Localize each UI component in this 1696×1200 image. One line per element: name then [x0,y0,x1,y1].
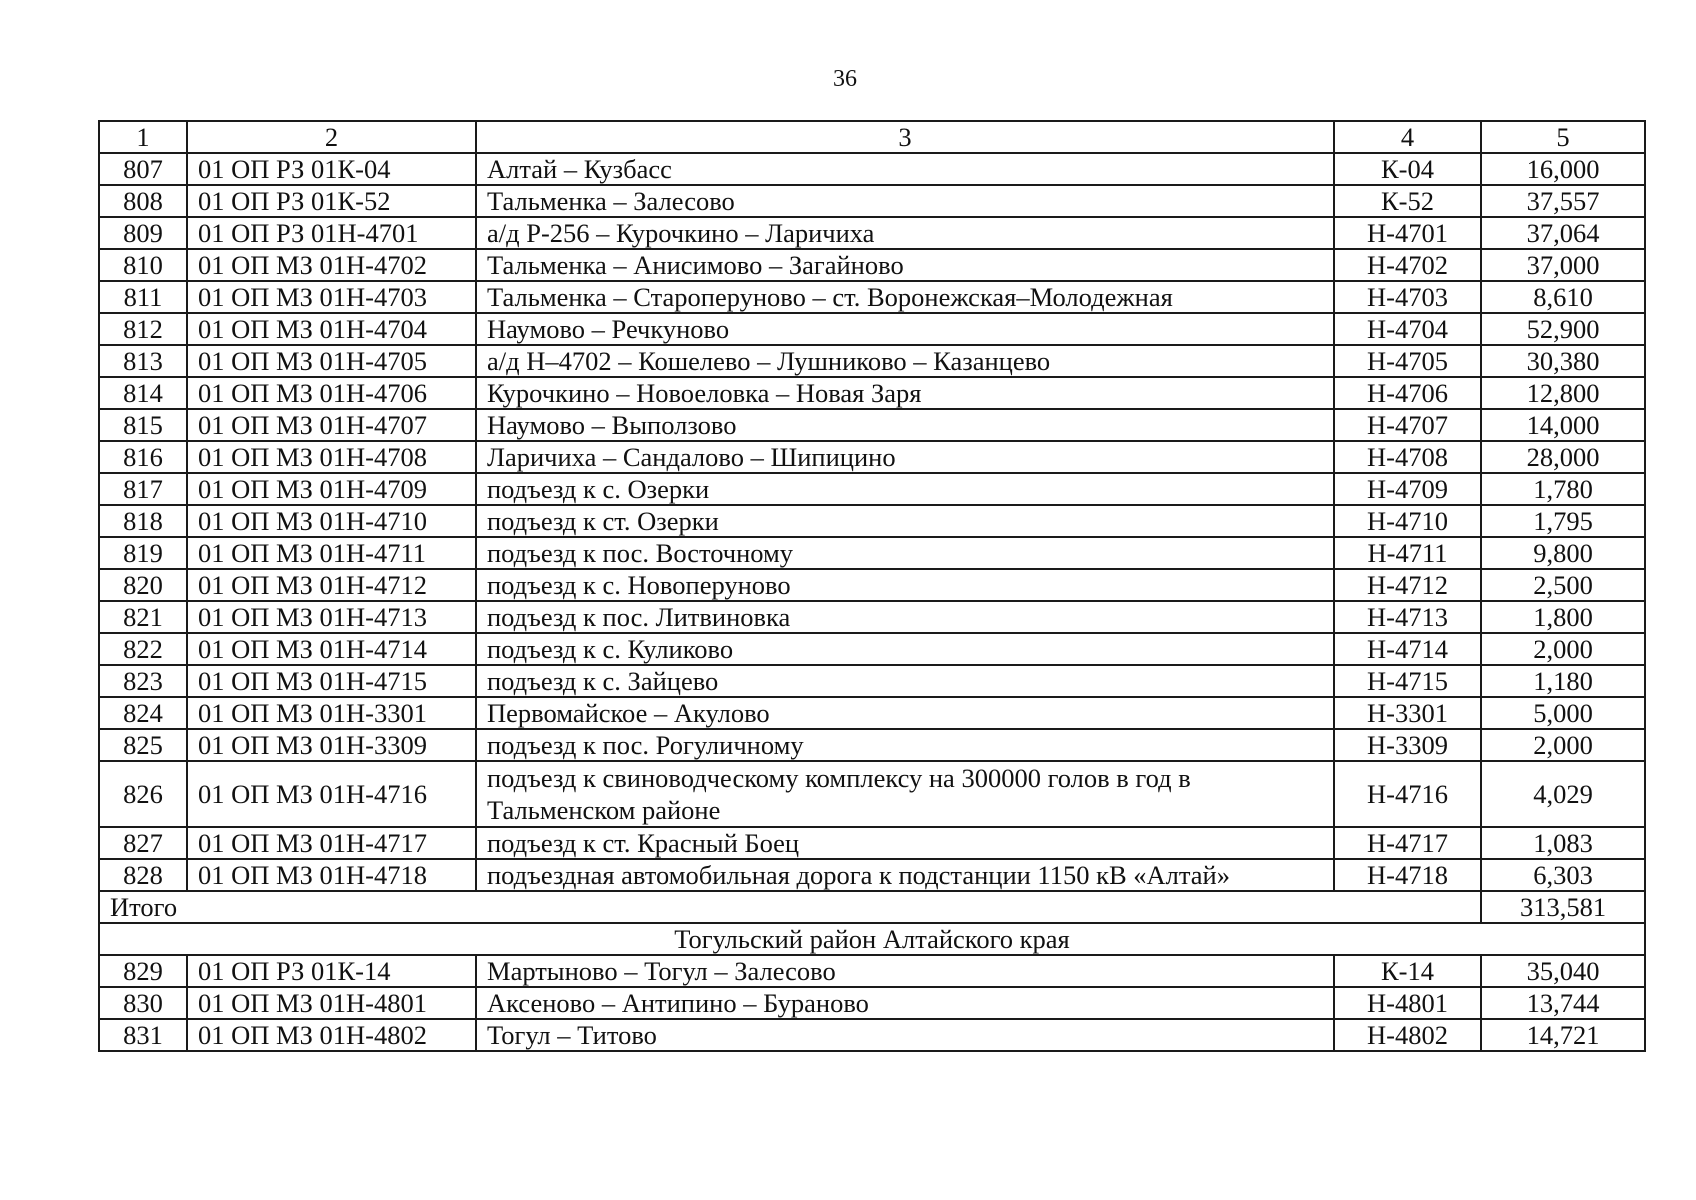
road-code: Н-4707 [1334,409,1481,441]
total-label: Итого [99,891,1481,923]
road-name: подъезд к пос. Восточному [476,537,1334,569]
road-id: 01 ОП МЗ 01Н-4709 [187,473,476,505]
header-row [99,121,1645,153]
group1-body [99,153,1645,891]
road-code: Н-4711 [1334,537,1481,569]
road-code: Н-3301 [1334,697,1481,729]
row-number: 809 [99,217,187,249]
row-number: 813 [99,345,187,377]
table-row [99,473,1645,505]
road-length: 4,029 [1481,761,1645,827]
road-code: Н-4703 [1334,281,1481,313]
road-code: Н-4802 [1334,1019,1481,1051]
road-length: 13,744 [1481,987,1645,1019]
road-name: Тальменка – Староперуново – ст. Воронежская–Молодежная [476,281,1334,313]
table-row [99,697,1645,729]
road-length: 1,800 [1481,601,1645,633]
road-code: Н-4704 [1334,313,1481,345]
road-name: подъезд к с. Озерки [476,473,1334,505]
road-id: 01 ОП МЗ 01Н-4713 [187,601,476,633]
table-row [99,569,1645,601]
road-name: подъезд к пос. Литвиновка [476,601,1334,633]
road-length: 28,000 [1481,441,1645,473]
road-code: Н-4716 [1334,761,1481,827]
road-length: 8,610 [1481,281,1645,313]
road-name: а/д Р-256 – Курочкино – Ларичиха [476,217,1334,249]
road-name: Наумово – Речкуново [476,313,1334,345]
row-number: 825 [99,729,187,761]
road-name: Тогул – Титово [476,1019,1334,1051]
road-name: Первомайское – Акулово [476,697,1334,729]
row-number: 824 [99,697,187,729]
road-name: Курочкино – Новоеловка – Новая Заря [476,377,1334,409]
road-name: а/д Н–4702 – Кошелево – Лушниково – Казанцево [476,345,1334,377]
table-row [99,1019,1645,1051]
row-number: 827 [99,827,187,859]
row-number: 829 [99,955,187,987]
table-row [99,377,1645,409]
road-code: Н-4710 [1334,505,1481,537]
road-code: Н-4705 [1334,345,1481,377]
road-name: Тальменка – Залесово [476,185,1334,217]
road-code: Н-4715 [1334,665,1481,697]
road-id: 01 ОП МЗ 01Н-4715 [187,665,476,697]
road-name: подъезд к ст. Озерки [476,505,1334,537]
road-code: К-04 [1334,153,1481,185]
table-row [99,313,1645,345]
road-id: 01 ОП МЗ 01Н-4707 [187,409,476,441]
row-number: 828 [99,859,187,891]
road-id: 01 ОП МЗ 01Н-3309 [187,729,476,761]
road-length: 5,000 [1481,697,1645,729]
road-name: Алтай – Кузбасс [476,153,1334,185]
road-code: Н-4801 [1334,987,1481,1019]
road-length: 37,000 [1481,249,1645,281]
road-id: 01 ОП МЗ 01Н-4716 [187,761,476,827]
road-name: подъезд к свиноводческому комплексу на 300000 голов в год в Тальменском районе [476,761,1334,827]
road-length: 1,180 [1481,665,1645,697]
road-length: 37,557 [1481,185,1645,217]
row-number: 817 [99,473,187,505]
road-code: Н-4701 [1334,217,1481,249]
road-name: Тальменка – Анисимово – Загайново [476,249,1334,281]
road-id: 01 ОП РЗ 01К-14 [187,955,476,987]
road-name: подъезд к с. Новоперуново [476,569,1334,601]
row-number: 822 [99,633,187,665]
road-length: 14,721 [1481,1019,1645,1051]
table-row [99,601,1645,633]
road-id: 01 ОП МЗ 01Н-4717 [187,827,476,859]
road-length: 1,780 [1481,473,1645,505]
road-id: 01 ОП РЗ 01К-52 [187,185,476,217]
road-code: Н-4702 [1334,249,1481,281]
row-number: 814 [99,377,187,409]
section-title: Тогульский район Алтайского края [99,923,1645,955]
total-row [99,891,1645,923]
table-row [99,859,1645,891]
column-header-2: 2 [187,121,476,153]
road-name: Аксеново – Антипино – Бураново [476,987,1334,1019]
table-row [99,281,1645,313]
road-length: 35,040 [1481,955,1645,987]
row-number: 812 [99,313,187,345]
row-number: 810 [99,249,187,281]
table-row [99,217,1645,249]
road-id: 01 ОП МЗ 01Н-4801 [187,987,476,1019]
roads-table [98,120,1646,1052]
road-name: подъезд к пос. Рогуличному [476,729,1334,761]
road-length: 6,303 [1481,859,1645,891]
road-id: 01 ОП МЗ 01Н-4703 [187,281,476,313]
row-number: 816 [99,441,187,473]
row-number: 818 [99,505,187,537]
road-length: 9,800 [1481,537,1645,569]
road-name: подъезд к ст. Красный Боец [476,827,1334,859]
road-code: Н-4709 [1334,473,1481,505]
road-code: Н-3309 [1334,729,1481,761]
road-id: 01 ОП МЗ 01Н-4702 [187,249,476,281]
road-id: 01 ОП РЗ 01К-04 [187,153,476,185]
row-number: 823 [99,665,187,697]
table-row [99,345,1645,377]
table-row [99,441,1645,473]
table-row [99,633,1645,665]
row-number: 819 [99,537,187,569]
road-length: 2,500 [1481,569,1645,601]
road-length: 2,000 [1481,729,1645,761]
road-name: подъезд к с. Зайцево [476,665,1334,697]
row-number: 821 [99,601,187,633]
table-row [99,987,1645,1019]
road-name: Мартыново – Тогул – Залесово [476,955,1334,987]
road-code: Н-4714 [1334,633,1481,665]
road-length: 16,000 [1481,153,1645,185]
road-code: Н-4713 [1334,601,1481,633]
total-value: 313,581 [1481,891,1645,923]
road-length: 30,380 [1481,345,1645,377]
table-row [99,665,1645,697]
row-number: 815 [99,409,187,441]
table-row [99,729,1645,761]
road-id: 01 ОП МЗ 01Н-4708 [187,441,476,473]
section-row [99,923,1645,955]
road-length: 1,795 [1481,505,1645,537]
road-code: Н-4708 [1334,441,1481,473]
road-length: 1,083 [1481,827,1645,859]
road-name: подъездная автомобильная дорога к подстанции 1150 кВ «Алтай» [476,859,1334,891]
road-code: Н-4706 [1334,377,1481,409]
row-number: 820 [99,569,187,601]
table-row [99,249,1645,281]
column-header-3: 3 [476,121,1334,153]
road-id: 01 ОП МЗ 01Н-4712 [187,569,476,601]
road-id: 01 ОП МЗ 01Н-4718 [187,859,476,891]
table-row [99,185,1645,217]
column-header-4: 4 [1334,121,1481,153]
road-code: К-14 [1334,955,1481,987]
row-number: 807 [99,153,187,185]
road-length: 52,900 [1481,313,1645,345]
row-number: 826 [99,761,187,827]
road-length: 12,800 [1481,377,1645,409]
road-length: 37,064 [1481,217,1645,249]
road-id: 01 ОП МЗ 01Н-4711 [187,537,476,569]
group2-body [99,955,1645,1051]
road-length: 14,000 [1481,409,1645,441]
column-header-1: 1 [99,121,187,153]
road-id: 01 ОП МЗ 01Н-4705 [187,345,476,377]
row-number: 811 [99,281,187,313]
road-length: 2,000 [1481,633,1645,665]
table-row [99,153,1645,185]
table-row [99,955,1645,987]
road-id: 01 ОП МЗ 01Н-4710 [187,505,476,537]
road-id: 01 ОП МЗ 01Н-4706 [187,377,476,409]
table-row [99,505,1645,537]
road-id: 01 ОП МЗ 01Н-4704 [187,313,476,345]
road-code: Н-4712 [1334,569,1481,601]
road-id: 01 ОП МЗ 01Н-4714 [187,633,476,665]
table-row [99,827,1645,859]
road-code: Н-4717 [1334,827,1481,859]
table-row [99,537,1645,569]
road-code: Н-4718 [1334,859,1481,891]
road-name: подъезд к с. Куликово [476,633,1334,665]
road-id: 01 ОП РЗ 01Н-4701 [187,217,476,249]
road-name: Ларичиха – Сандалово – Шипицино [476,441,1334,473]
row-number: 831 [99,1019,187,1051]
road-id: 01 ОП МЗ 01Н-3301 [187,697,476,729]
table-row [99,761,1645,827]
row-number: 830 [99,987,187,1019]
table-row [99,409,1645,441]
road-code: К-52 [1334,185,1481,217]
road-id: 01 ОП МЗ 01Н-4802 [187,1019,476,1051]
row-number: 808 [99,185,187,217]
column-header-5: 5 [1481,121,1645,153]
road-name: Наумово – Выползово [476,409,1334,441]
page-number: 36 [833,66,857,92]
